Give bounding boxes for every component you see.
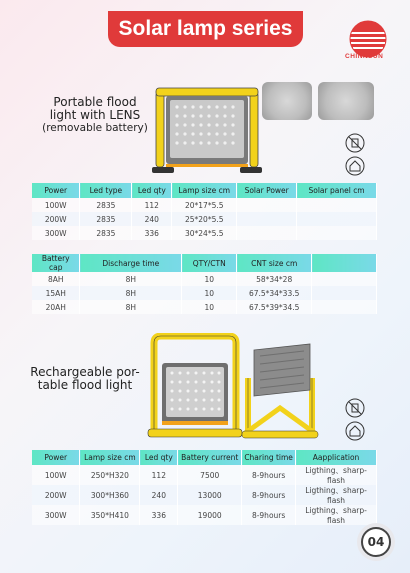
section1-subtitle: (removable battery) — [42, 122, 148, 134]
table-cell: 300*H360 — [80, 485, 140, 505]
spec-table-battery — [32, 254, 377, 314]
table-cell: 112 — [140, 465, 178, 485]
table-cell: 20*17*5.5 — [172, 198, 237, 212]
table-row — [32, 465, 377, 485]
column-header: Led qty — [140, 450, 178, 465]
table-cell: 13000 — [178, 485, 242, 505]
table-cell: 25*20*5.5 — [172, 212, 237, 226]
page-number: 04 — [361, 527, 391, 557]
table-cell: 100W — [32, 465, 80, 485]
table-cell: 250*H320 — [80, 465, 140, 485]
rechargeable-light-back-photo — [240, 338, 320, 441]
table-row — [32, 300, 377, 314]
table-cell: Ligthing、sharp-flash — [296, 465, 377, 485]
section2-title-line2: table flood light — [37, 378, 133, 392]
table-cell: 19000 — [178, 505, 242, 525]
indoor-use-icon — [345, 421, 365, 441]
column-header: Charing time — [242, 450, 296, 465]
table-header-row — [32, 183, 377, 198]
table-cell: 300W — [32, 505, 80, 525]
no-trash-bin-icon — [345, 133, 365, 153]
column-header: Battery current — [178, 450, 242, 465]
table-cell — [237, 212, 297, 226]
table-cell: 30*24*5.5 — [172, 226, 237, 240]
column-header: Solar Power — [237, 183, 297, 198]
table-cell: 10 — [182, 286, 237, 300]
table-cell: 8-9hours — [242, 485, 296, 505]
column-header: QTY/CTN — [182, 254, 237, 272]
section1-title-line2: light with LENS — [49, 108, 141, 122]
table-cell: 10 — [182, 272, 237, 286]
section2-title — [24, 366, 146, 392]
table-cell — [297, 198, 377, 212]
no-trash-bin-icon — [345, 398, 365, 418]
table-cell: 240 — [140, 485, 178, 505]
table-cell — [312, 300, 377, 314]
column-header: Power — [32, 183, 80, 198]
table-row — [32, 286, 377, 300]
table-cell: 67.5*39*34.5 — [237, 300, 312, 314]
table-row — [32, 226, 377, 240]
column-header: CNT size cm — [237, 254, 312, 272]
detail-photo-back — [262, 82, 312, 120]
page-title: Solar lamp series — [108, 11, 303, 47]
section2-title-line1: Rechargeable por- — [30, 365, 140, 379]
table-cell — [312, 286, 377, 300]
rechargeable-light-front-photo — [146, 333, 244, 441]
table-cell — [297, 212, 377, 226]
column-header: Battery cap — [32, 254, 80, 272]
table-cell: 300W — [32, 226, 80, 240]
table-cell: 8H — [80, 272, 182, 286]
table-cell: 20AH — [32, 300, 80, 314]
table-cell: 15AH — [32, 286, 80, 300]
table-cell — [237, 198, 297, 212]
column-header: Discharge time — [80, 254, 182, 272]
table-row — [32, 212, 377, 226]
table-cell: 8AH — [32, 272, 80, 286]
table-cell: 350*H410 — [80, 505, 140, 525]
column-header: Lamp size cm — [172, 183, 237, 198]
table-cell: 200W — [32, 485, 80, 505]
table-cell — [312, 272, 377, 286]
column-header: Lamp size cm — [80, 450, 140, 465]
table-row — [32, 485, 377, 505]
table-cell — [297, 226, 377, 240]
column-header — [312, 254, 377, 272]
table-cell: 2835 — [80, 198, 132, 212]
table-cell: 67.5*34*33.5 — [237, 286, 312, 300]
table-cell: 100W — [32, 198, 80, 212]
table-cell: 200W — [32, 212, 80, 226]
column-header: Led qty — [132, 183, 172, 198]
table-cell: 8H — [80, 300, 182, 314]
table-row — [32, 505, 377, 525]
table-cell: 336 — [140, 505, 178, 525]
column-header: Power — [32, 450, 80, 465]
table-cell: 8H — [80, 286, 182, 300]
flood-light-photo — [152, 70, 262, 175]
table-cell: 10 — [182, 300, 237, 314]
table-cell: 112 — [132, 198, 172, 212]
table-cell: 2835 — [80, 212, 132, 226]
table-header-row — [32, 254, 377, 272]
table-cell: Ligthing、sharp-flash — [296, 505, 377, 525]
detail-photo-battery — [318, 82, 374, 120]
column-header: Solar panel cm — [297, 183, 377, 198]
table-cell: 8-9hours — [242, 505, 296, 525]
table-cell: 240 — [132, 212, 172, 226]
spec-table-rechargeable — [32, 450, 377, 525]
table-cell: 58*34*28 — [237, 272, 312, 286]
indoor-use-icon — [345, 156, 365, 176]
spec-table-lamp — [32, 183, 377, 240]
table-cell: Ligthing、sharp-flash — [296, 485, 377, 505]
table-cell: 336 — [132, 226, 172, 240]
table-cell: 7500 — [178, 465, 242, 485]
brand-name: CHINNSUN — [345, 53, 384, 60]
section1-title-line1: Portable flood — [53, 95, 137, 109]
column-header: Aapplication — [296, 450, 377, 465]
column-header: Led type — [80, 183, 132, 198]
table-row — [32, 198, 377, 212]
table-cell: 8-9hours — [242, 465, 296, 485]
table-row — [32, 272, 377, 286]
table-cell — [237, 226, 297, 240]
table-cell: 2835 — [80, 226, 132, 240]
section1-title — [20, 96, 170, 135]
table-header-row — [32, 450, 377, 465]
